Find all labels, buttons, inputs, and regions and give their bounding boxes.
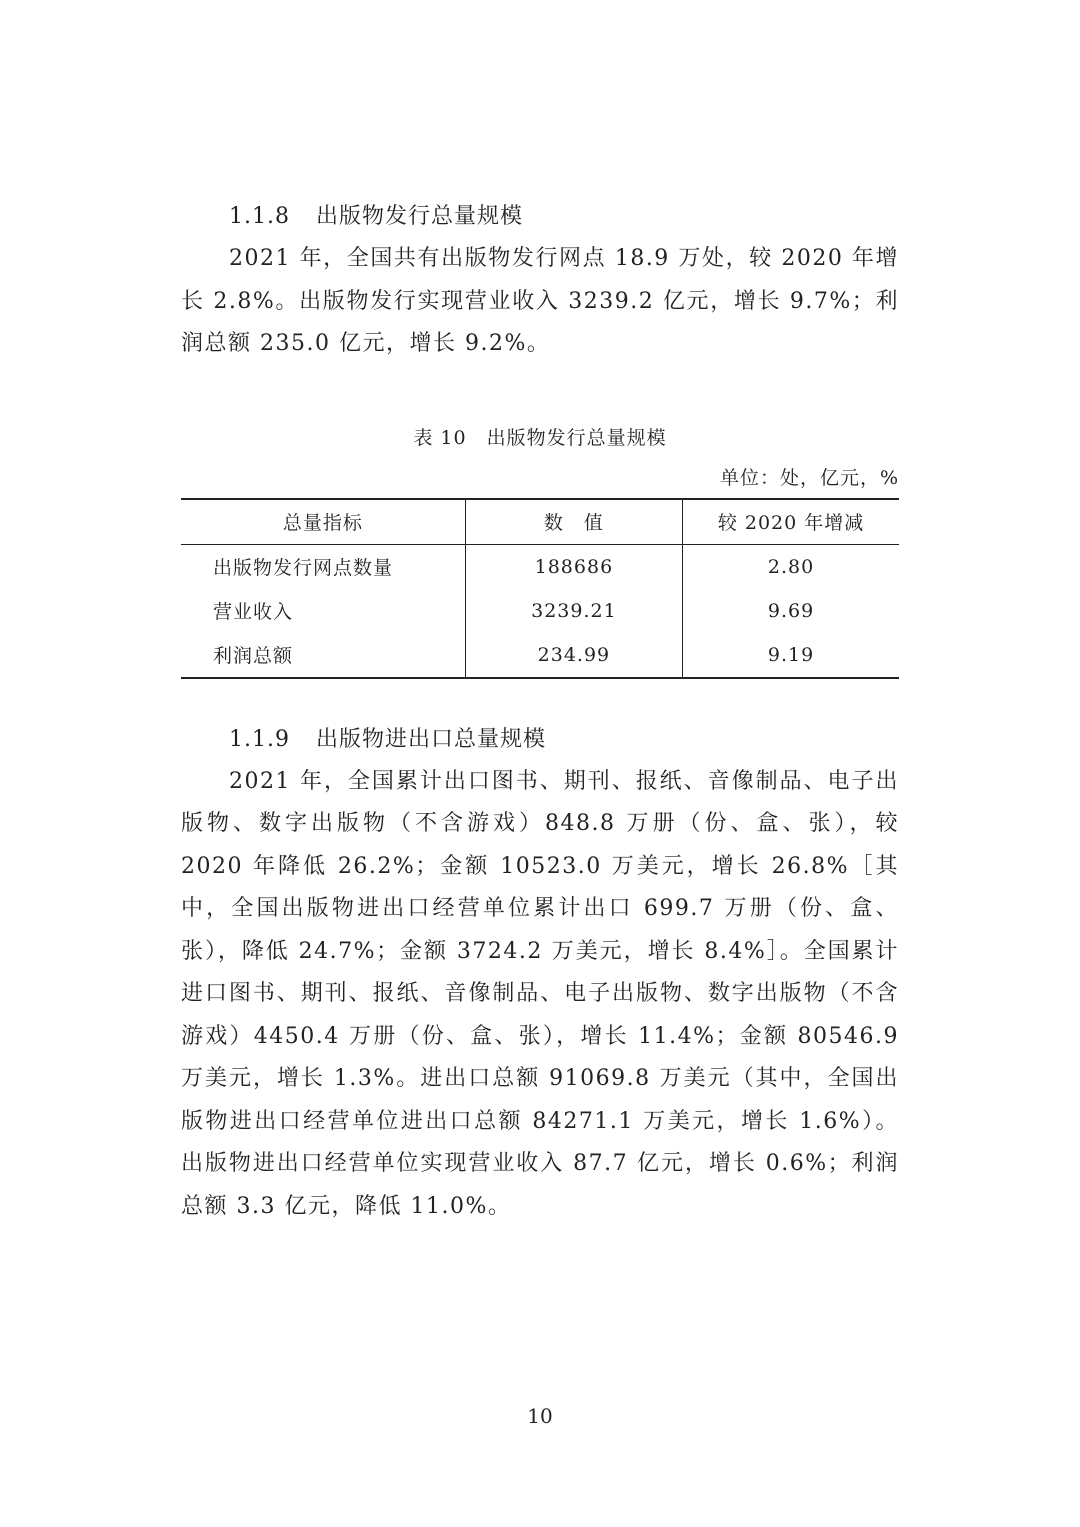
page-content bbox=[181, 196, 899, 1228]
row-value: 3239.21 bbox=[465, 589, 682, 633]
row-indicator: 利润总额 bbox=[181, 633, 465, 678]
section-paragraph: 2021 年，全国共有出版物发行网点 18.9 万处，较 2020 年增长 2.8%。出版物发行实现营业收入 3239.2 亿元，增长 9.7%；利润总额 235.0 亿元，增长 9.2%。 bbox=[181, 246, 899, 356]
section-heading-1-1-8 bbox=[181, 196, 899, 238]
table-row bbox=[181, 544, 899, 589]
table-row bbox=[181, 589, 899, 633]
row-value: 234.99 bbox=[465, 633, 682, 678]
column-header: 数 值 bbox=[465, 499, 682, 545]
page-number: 10 bbox=[527, 1404, 553, 1428]
table-header-row bbox=[181, 499, 899, 545]
column-header: 总量指标 bbox=[181, 499, 465, 545]
section-heading-1-1-9 bbox=[181, 719, 899, 761]
section-paragraph: 2021 年，全国累计出口图书、期刊、报纸、音像制品、电子出版物、数字出版物（不含游戏）848.8 万册（份、盒、张），较 2020 年降低 26.2%；金额 10523.0 万美元，增长 26.8%［其中，全国出版物进出口经营单位累计出口 699.7 万册（份、盒、张），降低 24.7%；金额 3724.2 万美元，增长 8.4%］。全国累计进口图书、期刊、报纸、音像制品、电子出版物、数字出版物（不含游戏）4450.4 万册（份、盒、张），增长 11.4%；金额 80546.9 万美元，增长 1.3%。进出口总额 91069.8 万美元（其中，全国出版物进出口经营单位进出口总额 84271.1 万美元，增长 1.6%）。出版物进出口经营单位实现营业收入 87.7 亿元，增长 0.6%；利润总额 3.3 亿元，降低 11.0%。 bbox=[181, 768, 899, 1219]
row-indicator: 营业收入 bbox=[213, 601, 294, 623]
section-number: 1.1.8 bbox=[229, 204, 290, 229]
section-title: 出版物进出口总量规模 bbox=[315, 726, 546, 752]
column-header: 较 2020 年增减 bbox=[683, 499, 899, 545]
table-unit: 单位：处，亿元，% bbox=[719, 466, 899, 489]
table-block bbox=[181, 418, 899, 679]
section-title: 出版物发行总量规模 bbox=[315, 204, 523, 229]
row-value: 188686 bbox=[465, 544, 682, 589]
table-caption: 表 10 出版物发行总量规模 bbox=[413, 426, 667, 449]
table-row bbox=[181, 633, 899, 678]
section-1-1-9 bbox=[181, 719, 899, 1229]
row-change: 2.80 bbox=[767, 555, 815, 578]
row-change: 9.69 bbox=[767, 599, 815, 622]
row-indicator: 出版物发行网点数量 bbox=[213, 557, 394, 579]
section-number: 1.1.9 bbox=[229, 726, 290, 752]
data-table bbox=[181, 498, 899, 679]
row-change: 9.19 bbox=[683, 633, 899, 678]
